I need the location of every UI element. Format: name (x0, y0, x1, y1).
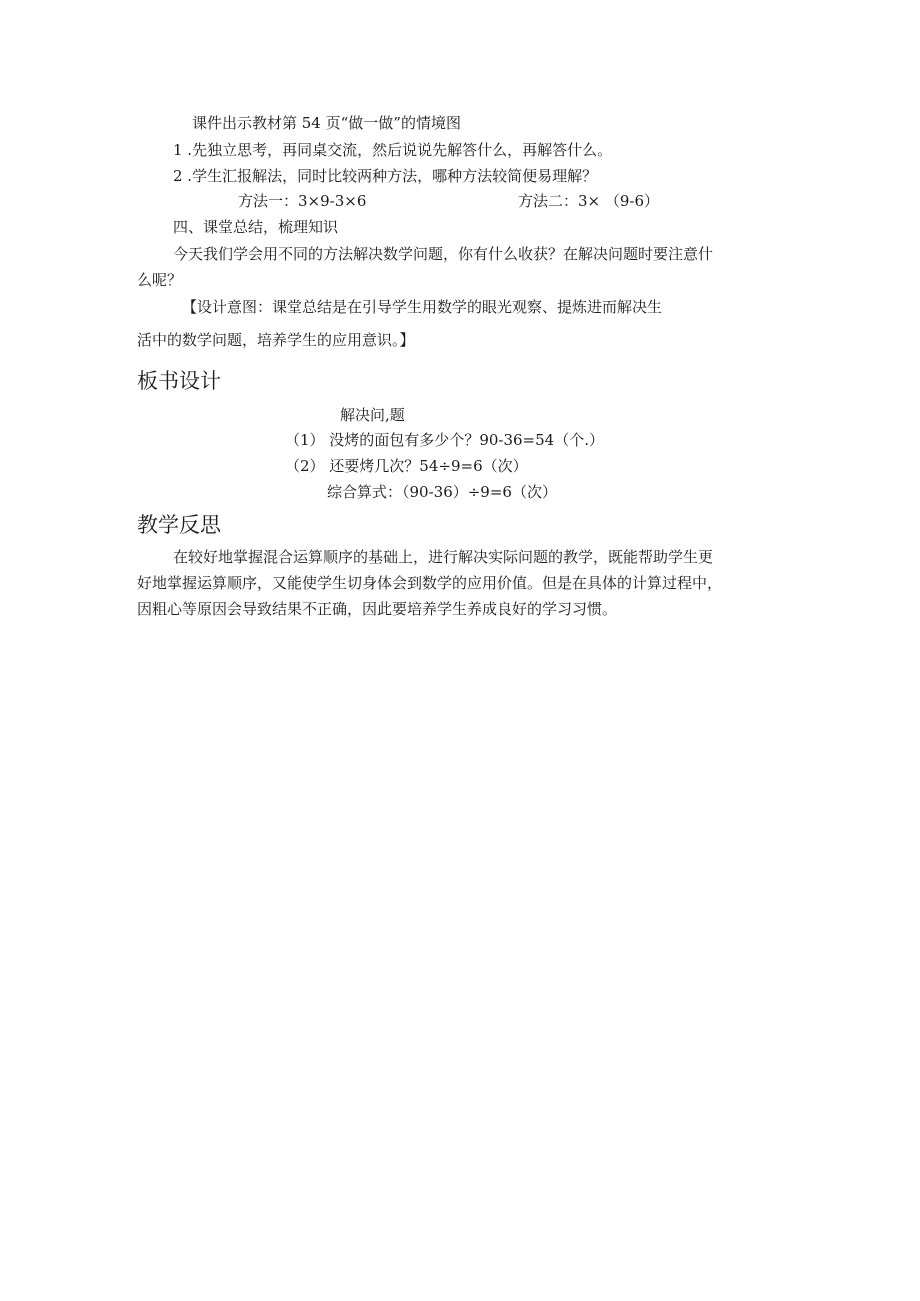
board-title: 解决问,题 (340, 406, 405, 424)
board-combined-formula: 综合算式：（90-36）÷9=6（次） (327, 483, 557, 501)
board-item-1: （1） 没烤的面包有多少个？90-36=54（个.） (285, 431, 604, 449)
board-design-heading: 板书设计 (137, 369, 221, 393)
reflection-line-3: 因粗心等原因会导致结果不正确，因此要培养学生养成良好的学习习惯。 (137, 600, 618, 618)
method-2: 方法二：3× （9-6） (518, 192, 660, 210)
step-1: 1 .先独立思考，再同桌交流，然后说说先解答什么，再解答什么。 (173, 141, 613, 159)
design-intent-line-1: 【设计意图：课堂总结是在引导学生用数学的眼光观察、提炼进而解决生 (182, 298, 663, 316)
step-2: 2 .学生汇报解法，同时比较两种方法，哪种方法较简便易理解？ (173, 167, 598, 185)
section-4-title: 四、课堂总结，梳理知识 (173, 218, 339, 236)
reflection-line-2: 好地掌握运算顺序，又能使学生切身体会到数学的应用价值。但是在具体的计算过程中， (137, 574, 723, 592)
method-1: 方法一：3×9-3×6 (238, 192, 367, 210)
reflection-heading: 教学反思 (137, 513, 221, 537)
design-intent-line-2: 活中的数学问题，培养学生的应用意识。】 (137, 331, 415, 349)
board-item-2: （2） 还要烤几次？54÷9=6（次） (285, 457, 528, 475)
reflection-line-1: 在较好地掌握混合运算顺序的基础上，进行解决实际问题的教学，既能帮助学生更 (173, 548, 714, 566)
summary-line-2: 么呢？ (137, 271, 183, 289)
courseware-line: 课件出示教材第 54 页“做一做”的情境图 (192, 114, 461, 132)
summary-line-1: 今天我们学会用不同的方法解决数学问题，你有什么收获？在解决问题时要注意什 (173, 245, 714, 263)
